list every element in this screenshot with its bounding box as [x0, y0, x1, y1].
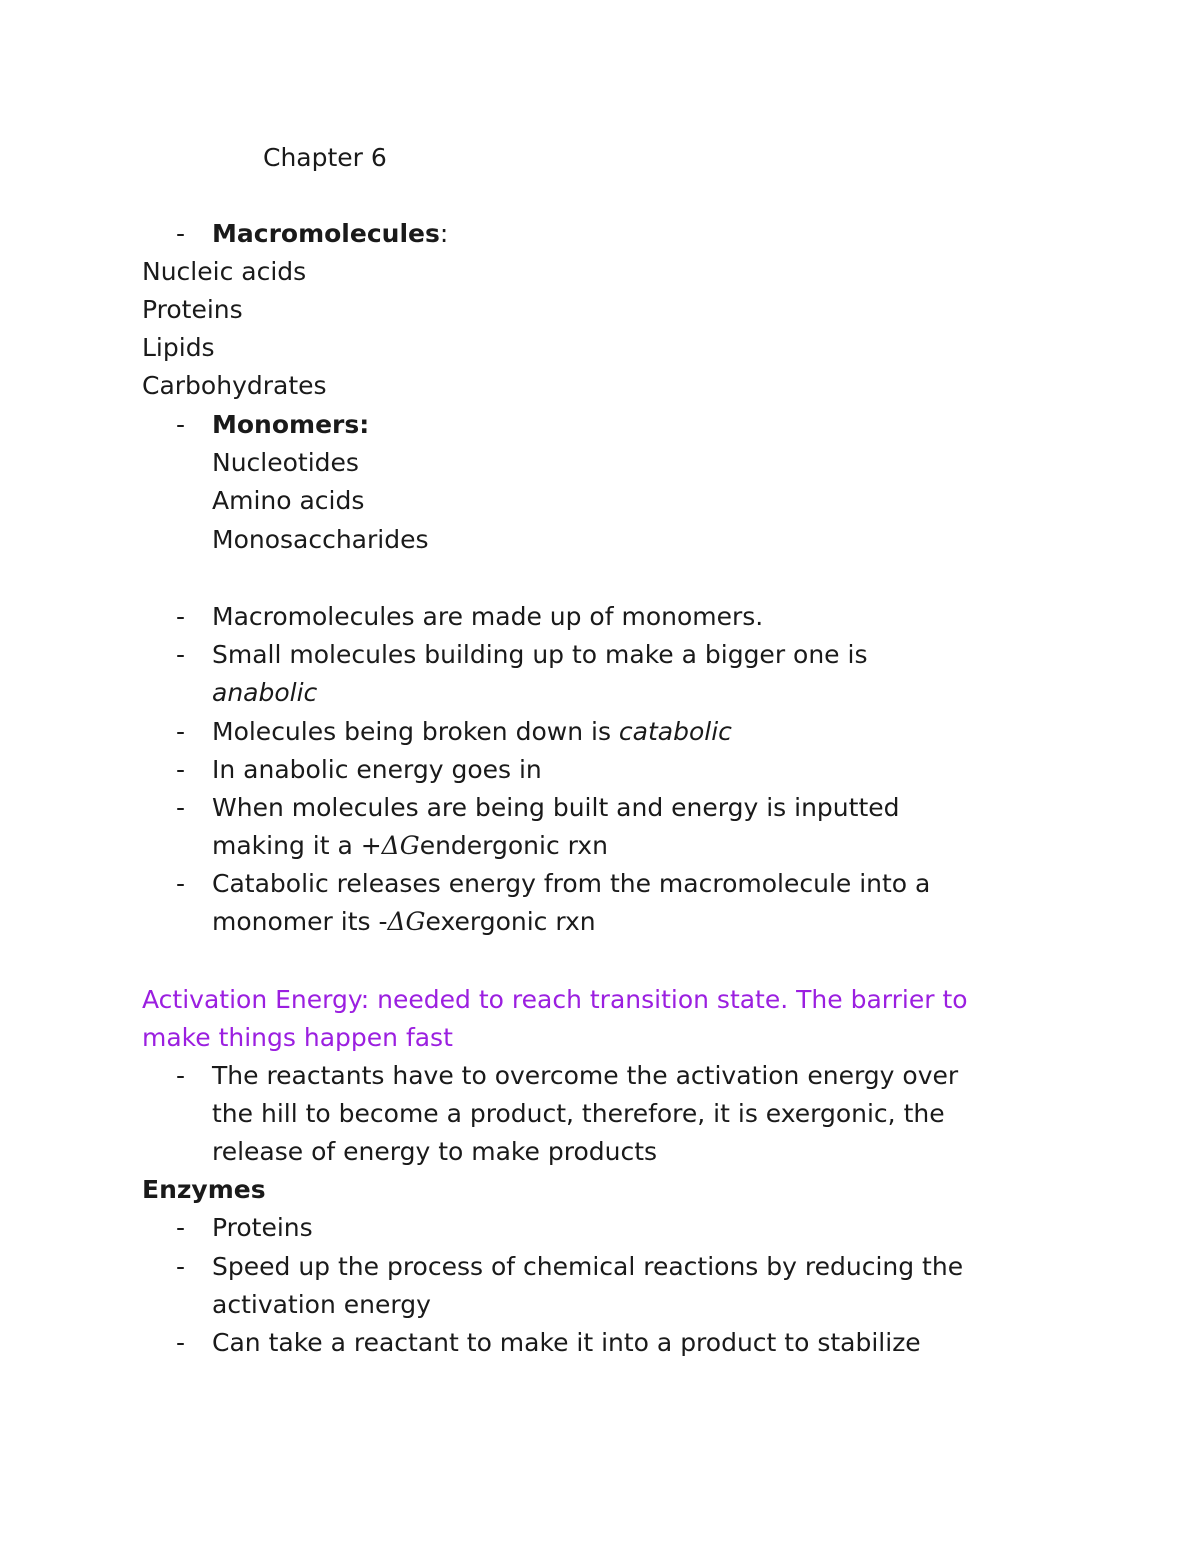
macromolecule-item: Proteins	[142, 295, 243, 324]
bullet-text: In anabolic energy goes in	[212, 755, 542, 784]
bullet-text: Catabolic releases energy from the macromolecule into a	[212, 869, 931, 898]
bullet-dash: -	[176, 410, 186, 439]
bullet-dash: -	[176, 1213, 186, 1242]
macromolecule-item: Nucleic acids	[142, 257, 307, 286]
activation-heading-line2: make things happen fast	[142, 1023, 453, 1052]
macromolecule-item: Carbohydrates	[142, 371, 327, 400]
bullet-text: Speed up the process of chemical reactions by reducing the	[212, 1252, 964, 1281]
bullet-text: activation energy	[212, 1290, 431, 1319]
monomer-item: Nucleotides	[212, 448, 359, 477]
bullet-dash: -	[176, 1061, 186, 1090]
bullet-dash: -	[176, 755, 186, 784]
bullet-dash: -	[176, 602, 186, 631]
bullet-dash: -	[176, 1252, 186, 1281]
monomers-heading: Monomers:	[212, 410, 370, 439]
bullet-dash: -	[176, 640, 186, 669]
monomer-item: Monosaccharides	[212, 525, 429, 554]
macromolecule-item: Lipids	[142, 333, 215, 362]
bullet-text: Can take a reactant to make it into a product to stabilize	[212, 1328, 921, 1357]
bullet-dash: -	[176, 717, 186, 746]
bullet-text: endergonic rxn	[419, 831, 608, 860]
bullet-emphasis: catabolic	[618, 717, 732, 746]
enzymes-heading: Enzymes	[142, 1175, 266, 1204]
delta-g-symbol: ΔG	[381, 831, 420, 860]
bullet-dash: -	[176, 219, 186, 248]
bullet-text-italic: anabolic	[212, 678, 318, 707]
bullet-line	[212, 713, 732, 751]
page-title: Chapter 6	[263, 143, 387, 172]
macromolecules-heading-row	[212, 215, 448, 253]
bullet-line	[212, 827, 608, 865]
bullet-text: The reactants have to overcome the activation energy over	[212, 1061, 959, 1090]
bullet-dash: -	[176, 869, 186, 898]
bullet-text: release of energy to make products	[212, 1137, 658, 1166]
bullet-text: making it a +	[212, 831, 382, 860]
delta-g-symbol: ΔG	[387, 907, 426, 936]
bullet-text: Proteins	[212, 1213, 313, 1242]
bullet-text: exergonic rxn	[425, 907, 596, 936]
activation-heading-line1: Activation Energy: needed to reach transition state. The barrier to	[142, 985, 968, 1014]
bullet-text: Macromolecules are made up of monomers.	[212, 602, 764, 631]
macromolecules-colon: :	[439, 219, 449, 248]
bullet-dash: -	[176, 1328, 186, 1357]
bullet-line	[212, 903, 596, 941]
bullet-text: monomer its -	[212, 907, 388, 936]
bullet-dash: -	[176, 793, 186, 822]
bullet-text: When molecules are being built and energy is inputted	[212, 793, 900, 822]
bullet-text: Small molecules building up to make a bigger one is	[212, 640, 868, 669]
macromolecules-heading: Macromolecules	[212, 219, 440, 248]
bullet-text: the hill to become a product, therefore, it is exergonic, the	[212, 1099, 945, 1128]
bullet-text: Molecules being broken down is	[212, 717, 619, 746]
monomer-item: Amino acids	[212, 486, 365, 515]
